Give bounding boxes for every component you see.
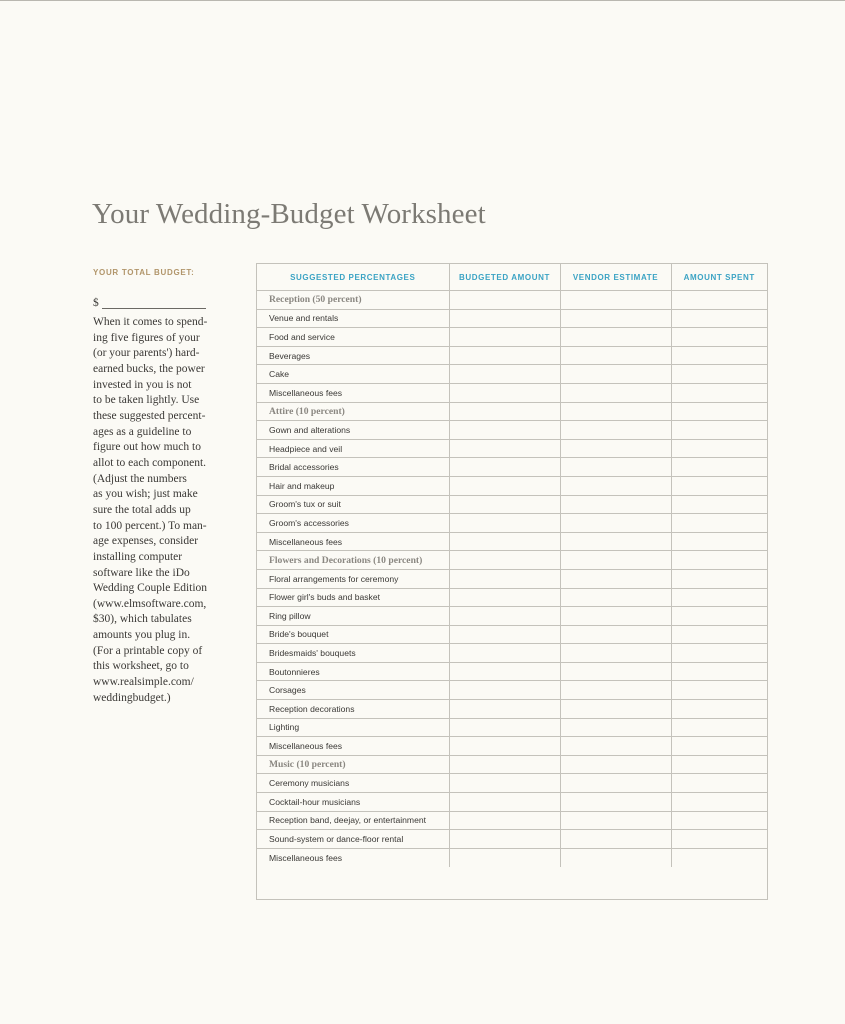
total-budget-blank[interactable]: [102, 298, 206, 309]
budgeted-amount-cell[interactable]: [449, 346, 560, 365]
table-row: [257, 737, 767, 756]
item-label: Bride's bouquet: [257, 625, 449, 644]
item-label: Headpiece and veil: [257, 439, 449, 458]
intro-line: this worksheet, go to: [93, 660, 189, 673]
amount-spent-cell[interactable]: [671, 848, 767, 867]
budgeted-amount-cell[interactable]: [449, 551, 560, 570]
intro-line: www.realsimple.com/: [93, 676, 194, 689]
item-label: Bridesmaids' bouquets: [257, 644, 449, 663]
item-label: Reception band, deejay, or entertainment: [257, 811, 449, 830]
header-suggested-percentages: SUGGESTED PERCENTAGES: [257, 264, 449, 291]
vendor-estimate-cell[interactable]: [560, 532, 671, 551]
budgeted-amount-cell[interactable]: [449, 365, 560, 384]
budgeted-amount-cell[interactable]: [449, 700, 560, 719]
budgeted-amount-cell[interactable]: [449, 774, 560, 793]
vendor-estimate-cell[interactable]: [560, 309, 671, 328]
vendor-estimate-cell[interactable]: [560, 439, 671, 458]
budgeted-amount-cell[interactable]: [449, 532, 560, 551]
category-label: Attire (10 percent): [257, 402, 449, 421]
category-row: [257, 551, 767, 570]
item-label: Cake: [257, 365, 449, 384]
intro-line: allot to each component.: [93, 456, 207, 469]
amount-spent-cell[interactable]: [671, 793, 767, 812]
category-row: [257, 402, 767, 421]
intro-line: weddingbudget.): [93, 691, 171, 704]
vendor-estimate-cell[interactable]: [560, 607, 671, 626]
table-row: [257, 514, 767, 533]
amount-spent-cell[interactable]: [671, 569, 767, 588]
vendor-estimate-cell[interactable]: [560, 328, 671, 347]
budgeted-amount-cell[interactable]: [449, 681, 560, 700]
table-row: [257, 439, 767, 458]
currency-symbol: $: [93, 297, 99, 309]
intro-line: to 100 percent.) To man-: [93, 519, 207, 532]
intro-line: $30), which tabulates: [93, 613, 192, 626]
intro-line: When it comes to spend-: [93, 316, 208, 328]
budgeted-amount-cell[interactable]: [449, 737, 560, 756]
budgeted-amount-cell[interactable]: [449, 793, 560, 812]
amount-spent-cell[interactable]: [671, 551, 767, 570]
vendor-estimate-cell[interactable]: [560, 625, 671, 644]
table-row: [257, 383, 767, 402]
table-row: [257, 774, 767, 793]
budgeted-amount-cell[interactable]: [449, 625, 560, 644]
table-row: [257, 458, 767, 477]
intro-line: invested in you is not: [93, 378, 192, 391]
intro-line: software like the iDo: [93, 566, 190, 579]
budgeted-amount-cell[interactable]: [449, 421, 560, 440]
intro-line: (Adjust the numbers: [93, 472, 187, 485]
amount-spent-cell[interactable]: [671, 625, 767, 644]
page-title: Your Wedding-Budget Worksheet: [92, 198, 486, 230]
vendor-estimate-cell[interactable]: [560, 700, 671, 719]
amount-spent-cell[interactable]: [671, 718, 767, 737]
amount-spent-cell[interactable]: [671, 737, 767, 756]
item-label: Gown and alterations: [257, 421, 449, 440]
table-row: [257, 365, 767, 384]
item-label: Sound-system or dance-floor rental: [257, 830, 449, 849]
budgeted-amount-cell[interactable]: [449, 588, 560, 607]
amount-spent-cell[interactable]: [671, 291, 767, 310]
intro-line: (or your parents') hard-: [93, 347, 200, 360]
intro-line: amounts you plug in.: [93, 629, 191, 642]
category-label: Flowers and Decorations (10 percent): [257, 551, 449, 570]
budgeted-amount-cell[interactable]: [449, 514, 560, 533]
amount-spent-cell[interactable]: [671, 588, 767, 607]
budgeted-amount-cell[interactable]: [449, 291, 560, 310]
vendor-estimate-cell[interactable]: [560, 514, 671, 533]
vendor-estimate-cell[interactable]: [560, 365, 671, 384]
intro-line: figure out how much to: [93, 441, 201, 454]
budgeted-amount-cell[interactable]: [449, 644, 560, 663]
amount-spent-cell[interactable]: [671, 774, 767, 793]
table-row: [257, 700, 767, 719]
item-label: Lighting: [257, 718, 449, 737]
amount-spent-cell[interactable]: [671, 402, 767, 421]
intro-line: to be taken lightly. Use: [93, 394, 200, 407]
amount-spent-cell[interactable]: [671, 439, 767, 458]
amount-spent-cell[interactable]: [671, 532, 767, 551]
budgeted-amount-cell[interactable]: [449, 848, 560, 867]
table-row: [257, 681, 767, 700]
amount-spent-cell[interactable]: [671, 644, 767, 663]
table-row: [257, 830, 767, 849]
intro-line: (For a printable copy of: [93, 644, 203, 657]
item-label: Corsages: [257, 681, 449, 700]
item-label: Beverages: [257, 346, 449, 365]
header-amount-spent: AMOUNT SPENT: [671, 264, 767, 291]
budgeted-amount-cell[interactable]: [449, 755, 560, 774]
intro-line: ing five figures of your: [93, 331, 200, 344]
budgeted-amount-cell[interactable]: [449, 439, 560, 458]
table-row: [257, 476, 767, 495]
amount-spent-cell[interactable]: [671, 328, 767, 347]
amount-spent-cell[interactable]: [671, 607, 767, 626]
item-label: Bridal accessories: [257, 458, 449, 477]
amount-spent-cell[interactable]: [671, 514, 767, 533]
amount-spent-cell[interactable]: [671, 755, 767, 774]
budgeted-amount-cell[interactable]: [449, 495, 560, 514]
intro-paragraph: [93, 315, 228, 706]
table-row: [257, 662, 767, 681]
table-row: [257, 328, 767, 347]
item-label: Miscellaneous fees: [269, 852, 343, 863]
total-budget-label: YOUR TOTAL BUDGET:: [93, 268, 195, 277]
table-row: [257, 718, 767, 737]
intro-line: sure the total adds up: [93, 503, 191, 516]
item-label: Ceremony musicians: [257, 774, 449, 793]
item-label: Boutonnieres: [257, 662, 449, 681]
amount-spent-cell[interactable]: [671, 346, 767, 365]
amount-spent-cell[interactable]: [671, 458, 767, 477]
vendor-estimate-cell[interactable]: [560, 811, 671, 830]
intro-line: as you wish; just make: [93, 488, 198, 501]
vendor-estimate-cell[interactable]: [560, 291, 671, 310]
item-label: Miscellaneous fees: [257, 532, 449, 551]
vendor-estimate-cell[interactable]: [560, 476, 671, 495]
budgeted-amount-cell[interactable]: [449, 830, 560, 849]
table-header-row: [257, 264, 767, 291]
vendor-estimate-cell[interactable]: [560, 793, 671, 812]
table-row: [257, 793, 767, 812]
sidebar: [93, 268, 228, 706]
item-label: Groom's tux or suit: [257, 495, 449, 514]
vendor-estimate-cell[interactable]: [560, 718, 671, 737]
vendor-estimate-cell[interactable]: [560, 662, 671, 681]
table-row: [257, 848, 767, 867]
header-budgeted-amount: BUDGETED AMOUNT: [449, 264, 560, 291]
amount-spent-cell[interactable]: [671, 383, 767, 402]
table-row: [257, 811, 767, 830]
table-row: [257, 588, 767, 607]
total-budget-field[interactable]: [93, 295, 228, 309]
amount-spent-cell[interactable]: [671, 309, 767, 328]
intro-line: age expenses, consider: [93, 535, 199, 548]
amount-spent-cell[interactable]: [671, 811, 767, 830]
table-body: [257, 291, 767, 867]
intro-line: (www.elmsoftware.com,: [93, 597, 207, 610]
table-row: [257, 625, 767, 644]
vendor-estimate-cell[interactable]: [560, 755, 671, 774]
vendor-estimate-cell[interactable]: [560, 644, 671, 663]
amount-spent-cell[interactable]: [671, 830, 767, 849]
item-label: Reception decorations: [257, 700, 449, 719]
category-label: Reception (50 percent): [257, 291, 449, 310]
budgeted-amount-cell[interactable]: [449, 476, 560, 495]
budgeted-amount-cell[interactable]: [449, 718, 560, 737]
item-label: Miscellaneous fees: [257, 383, 449, 402]
table-row: [257, 532, 767, 551]
table-row: [257, 644, 767, 663]
vendor-estimate-cell[interactable]: [560, 495, 671, 514]
intro-line: earned bucks, the power: [93, 362, 205, 375]
item-label: Flower girl's buds and basket: [257, 588, 449, 607]
intro-line: Wedding Couple Edition: [93, 582, 208, 595]
category-label: Music (10 percent): [257, 755, 449, 774]
budgeted-amount-cell[interactable]: [449, 309, 560, 328]
vendor-estimate-cell[interactable]: [560, 383, 671, 402]
vendor-estimate-cell[interactable]: [560, 774, 671, 793]
budgeted-amount-cell[interactable]: [449, 607, 560, 626]
vendor-estimate-cell[interactable]: [560, 681, 671, 700]
item-label: Food and service: [257, 328, 449, 347]
amount-spent-cell[interactable]: [671, 476, 767, 495]
vendor-estimate-cell[interactable]: [560, 551, 671, 570]
budgeted-amount-cell[interactable]: [449, 569, 560, 588]
category-row: [257, 755, 767, 774]
vendor-estimate-cell[interactable]: [560, 737, 671, 756]
budgeted-amount-cell[interactable]: [449, 662, 560, 681]
vendor-estimate-cell[interactable]: [560, 848, 671, 867]
vendor-estimate-cell[interactable]: [560, 588, 671, 607]
top-rule: [0, 0, 845, 1]
vendor-estimate-cell[interactable]: [560, 458, 671, 477]
intro-line: ages as a guideline to: [93, 425, 192, 438]
table-row: [257, 421, 767, 440]
budgeted-amount-cell[interactable]: [449, 328, 560, 347]
intro-line: installing computer: [93, 550, 183, 563]
table-row: [257, 569, 767, 588]
table-row: [257, 309, 767, 328]
vendor-estimate-cell[interactable]: [560, 830, 671, 849]
item-label: Cocktail-hour musicians: [257, 793, 449, 812]
amount-spent-cell[interactable]: [671, 662, 767, 681]
item-label: Venue and rentals: [257, 309, 449, 328]
category-row: [257, 291, 767, 310]
budgeted-amount-cell[interactable]: [449, 458, 560, 477]
amount-spent-cell[interactable]: [671, 495, 767, 514]
budgeted-amount-cell[interactable]: [449, 383, 560, 402]
amount-spent-cell[interactable]: [671, 421, 767, 440]
amount-spent-cell[interactable]: [671, 700, 767, 719]
item-label: Groom's accessories: [257, 514, 449, 533]
table-row: [257, 607, 767, 626]
item-label: Miscellaneous fees: [257, 737, 449, 756]
header-vendor-estimate: VENDOR ESTIMATE: [560, 264, 671, 291]
budgeted-amount-cell[interactable]: [449, 811, 560, 830]
vendor-estimate-cell[interactable]: [560, 569, 671, 588]
item-label: Ring pillow: [257, 607, 449, 626]
vendor-estimate-cell[interactable]: [560, 421, 671, 440]
intro-line: these suggested percent-: [93, 409, 206, 422]
budget-table: [256, 263, 768, 900]
amount-spent-cell[interactable]: [671, 681, 767, 700]
vendor-estimate-cell[interactable]: [560, 346, 671, 365]
item-label: Hair and makeup: [257, 476, 449, 495]
item-label: Floral arrangements for ceremony: [257, 569, 449, 588]
budgeted-amount-cell[interactable]: [449, 402, 560, 421]
table-row: [257, 495, 767, 514]
amount-spent-cell[interactable]: [671, 365, 767, 384]
vendor-estimate-cell[interactable]: [560, 402, 671, 421]
table-row: [257, 346, 767, 365]
